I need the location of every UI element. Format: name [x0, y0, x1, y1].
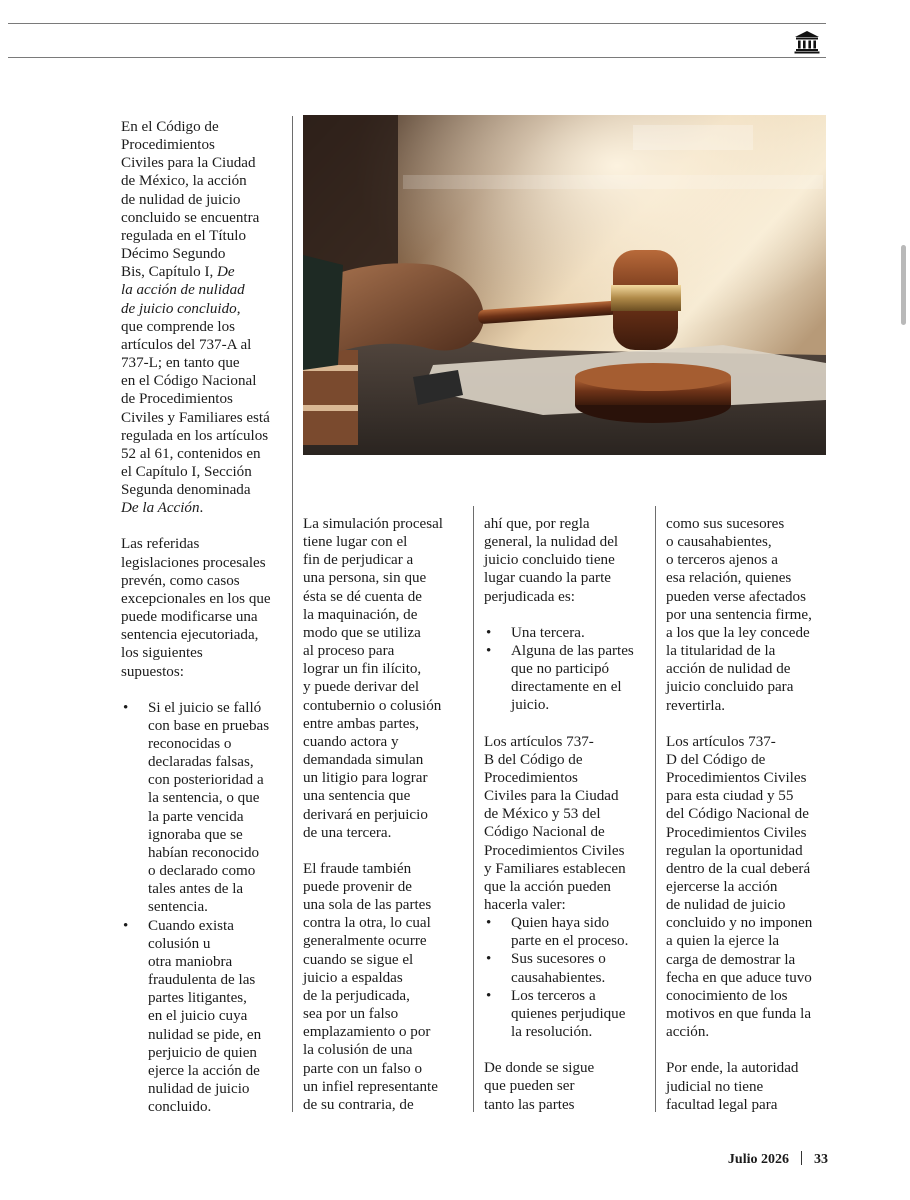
bullet-list-claimants	[484, 914, 654, 1041]
paragraph-intro	[121, 118, 291, 517]
header-rule-top	[8, 23, 826, 24]
article-column-3	[484, 515, 654, 1114]
italic-title: De la Acción	[121, 500, 200, 517]
paragraph-authority: Por ende, la autoridad judicial no tiene facultad legal para	[666, 1060, 799, 1113]
column-divider	[655, 506, 656, 1112]
list-item: • Los terceros a quienes perjudique la resolución.	[484, 987, 654, 1041]
list-item: • Sus sucesores o causahabientes.	[484, 950, 654, 986]
article-column-4	[666, 515, 836, 1114]
list-item: • Si el juicio se falló con base en pruebas reconocidas o declaradas falsas, con posterioridad a la sentencia, o que la parte vencida ignoraba que se habían reconocido o declarado como tales antes de la sentencia.	[121, 699, 291, 917]
bullet-list-affected	[484, 624, 654, 715]
page-footer	[728, 1151, 828, 1168]
paragraph-simulation: La simulación procesal tiene lugar con el fin de perjudicar a una persona, sin que ésta se dé cuenta de la maquinación, de modo que se utiliza al proceso para lograr un fin ilícito, y puede derivar del contubernio o colusión entre ambas partes, cuando actora y demandada simulan un litigio para lograr una sentencia que derivará en perjuicio de una tercera.	[303, 516, 443, 841]
list-item: • Una tercera.	[484, 624, 654, 642]
bullet-list-assumptions	[121, 699, 291, 1117]
issue-date: Julio 2026	[727, 1152, 789, 1167]
italic-title: De la acción de nulidad de juicio concluido	[121, 264, 245, 317]
page-number: 33	[814, 1152, 828, 1167]
article-column-1	[121, 118, 291, 1116]
list-item: • Alguna de las partes que no participó directamente en el juicio.	[484, 642, 654, 715]
footer-separator	[801, 1151, 802, 1165]
header-rule-bottom	[8, 57, 826, 58]
list-item: • Cuando exista colusión u otra maniobra fraudulenta de las partes litigantes, en el juicio cuya nulidad se pide, en perjuicio de quien ejerce la acción de nulidad de juicio concluido.	[121, 917, 291, 1117]
text-span: .	[199, 500, 204, 517]
paragraph-legislation: Las referidas legislaciones procesales prevén, como casos excepcionales en los que puede modificarse una sentencia ejecutoriada, los siguientes supuestos:	[121, 536, 271, 680]
text-span: , que comprende los artículos del 737-A al 737-L; en tanto que en el Código Nacional de Procedimientos Civiles y Familiares está regulada en los artículos 52 al 61, contenidos en el Capítulo I, Sección Segunda denominada	[121, 300, 270, 499]
text-span: En el Código de Procedimientos Civiles para la Ciudad de México, la acción de nulidad de juicio concluido se encuentra regulada en el Título Décimo Segundo Bis, Capítulo I,	[121, 119, 260, 281]
scrollbar-thumb[interactable]	[901, 245, 906, 325]
paragraph-successors: como sus sucesores o causahabientes, o terceros ajenos a esa relación, quienes pueden verse afectados por una sentencia firme, a los que la ley concede la titularidad de la acción de nulidad de juicio concluido para revertirla.	[666, 516, 812, 714]
list-item: • Quien haya sido parte en el proceso.	[484, 914, 654, 950]
judge-gavel-photo	[303, 115, 826, 455]
paragraph-nullity: ahí que, por regla general, la nulidad del juicio concluido tiene lugar cuando la parte perjudicada es:	[484, 516, 619, 605]
paragraph-articles-737d: Los artículos 737- D del Código de Procedimientos Civiles para esta ciudad y 55 del Código Nacional de Procedimientos Civiles regulan la oportunidad dentro de la cual deberá ejercerse la acción de nulidad de juicio concluido y no imponen a quien la ejerce la carga de demostrar la fecha en que aduce tuvo conocimiento de los motivos en que funda la acción.	[666, 733, 813, 1041]
column-divider	[473, 506, 474, 1112]
paragraph-conclusion: De donde se sigue que pueden ser tanto las partes	[484, 1060, 595, 1113]
paragraph-articles-737b: Los artículos 737- B del Código de Procedimientos Civiles para la Ciudad de México y 53 del Código Nacional de Procedimientos Civiles y Familiares establecen que la acción pueden hacerla valer:	[484, 733, 626, 913]
column-divider	[292, 116, 293, 1112]
article-column-2	[303, 515, 473, 1114]
paragraph-fraud: El fraude también puede provenir de una sola de las partes contra la otra, lo cual generalmente ocurre cuando se sigue el juicio a espaldas de la perjudicada, sea por un falso emplazamiento o por la colusión de una parte con un falso o un infiel representante de su contraria, de	[303, 860, 438, 1113]
institution-building-icon	[794, 30, 820, 54]
